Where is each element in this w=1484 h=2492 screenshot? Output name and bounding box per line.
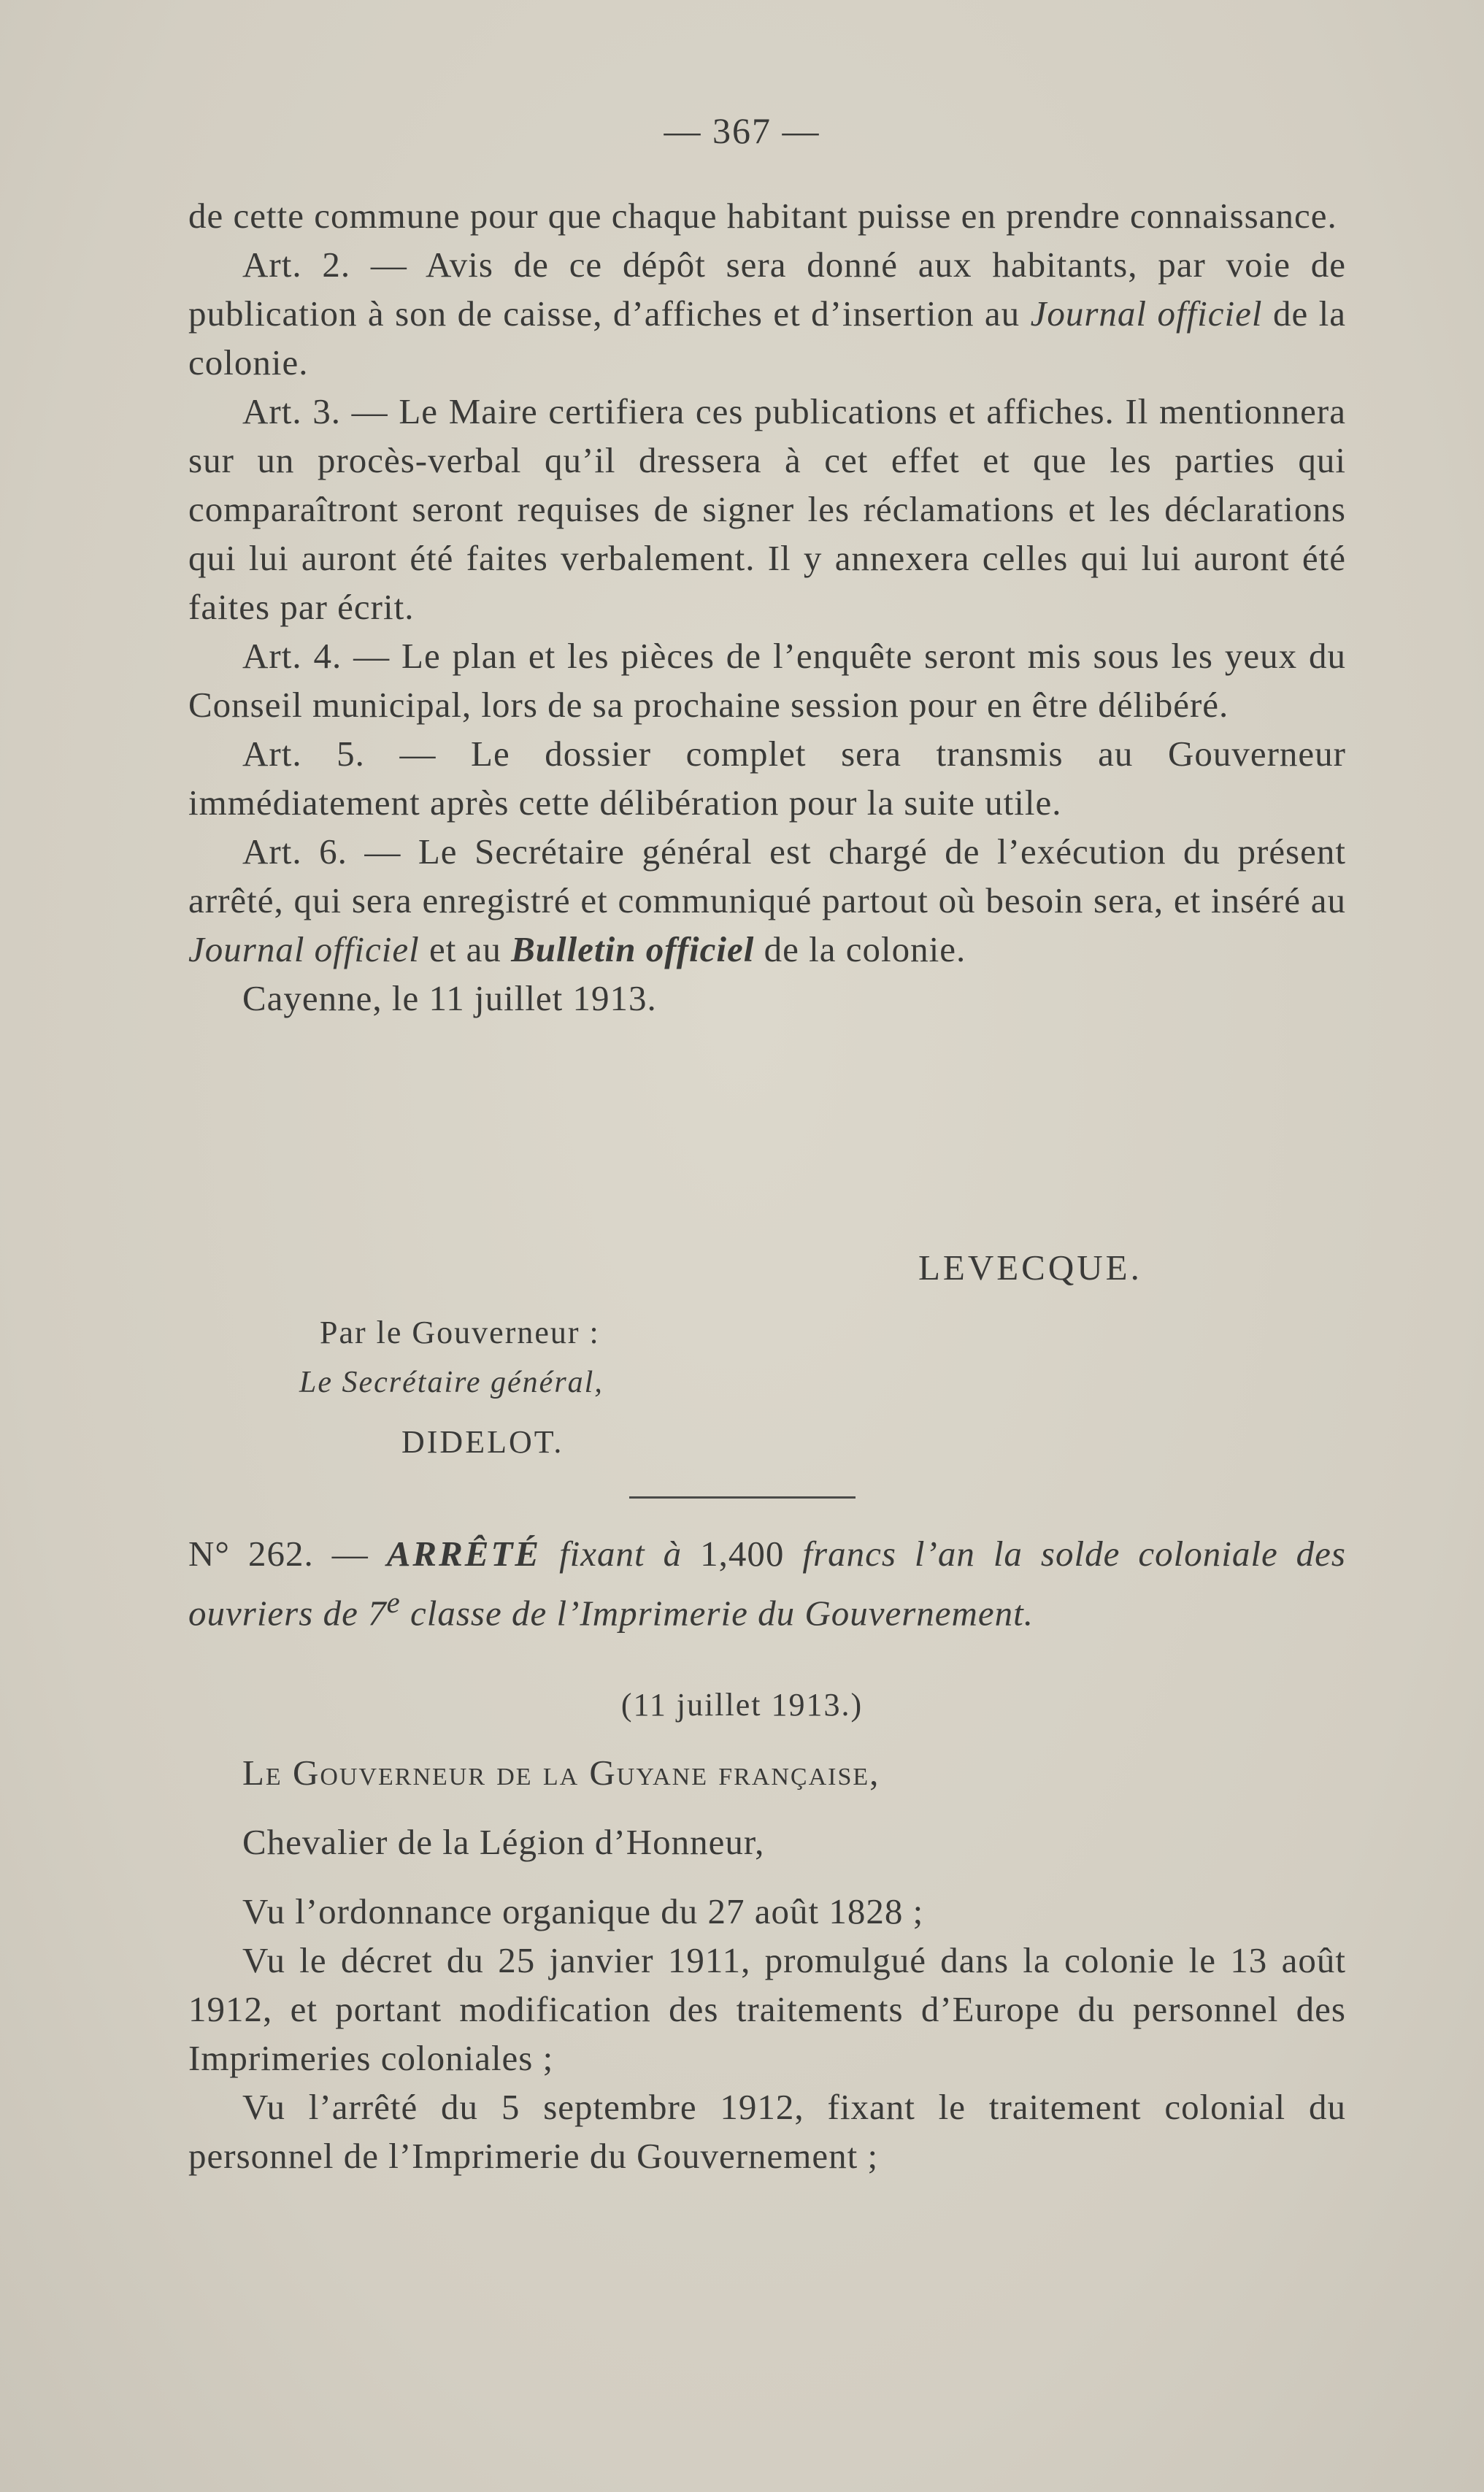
decree-amount: 1,400 xyxy=(700,1534,785,1574)
chevalier-line: Chevalier de la Légion d’Honneur, xyxy=(242,1822,765,1862)
art-2-text: Art. 2. — Avis de ce dépôt sera donné aux habitants, par voie de publication à son de caisse, d’affiches et d’insertion au xyxy=(188,245,1346,334)
decree-date: (11 juillet 1913.) xyxy=(620,1687,864,1723)
paragraph-art-6 xyxy=(188,827,1346,974)
vu-ordonnance: Vu l’ordonnance organique du 27 août 1828 ; xyxy=(242,1891,924,1931)
art-6-text: Art. 6. — Le Secrétaire général est chargé de l’exécution du présent arrêté, qui sera enregistré et communiqué partout où besoin sera, et inséré au xyxy=(188,831,1346,920)
place-date: Cayenne, le 11 juillet 1913. xyxy=(242,978,657,1018)
paragraph-art-5: Art. 5. — Le dossier complet sera transmis au Gouverneur immédiatement après cette délibération pour la suite utile. xyxy=(188,734,1346,823)
vu-arrete: Vu l’arrêté du 5 septembre 1912, fixant le traitement colonial du personnel de l’Imprimerie du Gouvernement ; xyxy=(188,2087,1346,2176)
decree-continuation xyxy=(188,191,1346,1023)
decree-title-2: francs l’an la solde coloniale des ouvriers de 7 xyxy=(188,1534,1346,1634)
art-6-journal: Journal officiel xyxy=(188,929,420,969)
decree-number: N° 262. — xyxy=(188,1534,387,1574)
paragraph-art-4: Art. 4. — Le plan et les pièces de l’enquête seront mis sous les yeux du Conseil municipal, lors de sa prochaine session pour en être délibéré. xyxy=(188,636,1346,725)
signature-governor: LEVECQUE. xyxy=(918,1247,1142,1288)
decree-arrete: ARRÊTÉ xyxy=(386,1534,542,1574)
art-2-tail: de la colonie. xyxy=(188,293,1346,382)
art-2-journal: Journal officiel xyxy=(1030,293,1263,334)
paragraph-intro: de cette commune pour que chaque habitant puisse en prendre connaissance. xyxy=(188,196,1337,236)
signature-secretary: DIDELOT. xyxy=(401,1424,564,1460)
decree-262-body xyxy=(188,1748,1346,2180)
section-divider xyxy=(629,1496,856,1499)
page-number: — 367 — xyxy=(664,110,820,151)
decree-title-1: fixant à xyxy=(541,1534,701,1574)
art-6-mid: et au xyxy=(419,929,512,969)
decree-262-heading xyxy=(188,1529,1346,1637)
paragraph-art-2 xyxy=(188,240,1346,387)
par-le-gouverneur: Par le Gouverneur : xyxy=(320,1315,600,1350)
decree-title xyxy=(188,1529,1346,1637)
gouverneur-line: Le Gouverneur de la Guyane française, xyxy=(242,1753,880,1793)
paragraph-art-3: Art. 3. — Le Maire certifiera ces publications et affiches. Il mentionnera sur un procès-verbal qu’il dressera à cet effet et que les parties qui comparaîtront seront requises de signer les réclamations et les déclarations qui lui auront été faites verbalement. Il y annexera celles qui lui auront été faites par écrit. xyxy=(188,391,1346,627)
art-6-bulletin: Bulletin officiel xyxy=(511,929,755,969)
secretaire-general: Le Secrétaire général, xyxy=(299,1366,604,1399)
decree-title-3: classe de l’Imprimerie du Gouvernement. xyxy=(400,1593,1034,1634)
vu-decret: Vu le décret du 25 janvier 1911, promulgué dans la colonie le 13 août 1912, et portant modification des traitements d’Europe du personnel des Imprimeries coloniales ; xyxy=(188,1940,1346,2078)
art-6-tail: de la colonie. xyxy=(754,929,966,969)
decree-superscript: e xyxy=(386,1586,401,1619)
